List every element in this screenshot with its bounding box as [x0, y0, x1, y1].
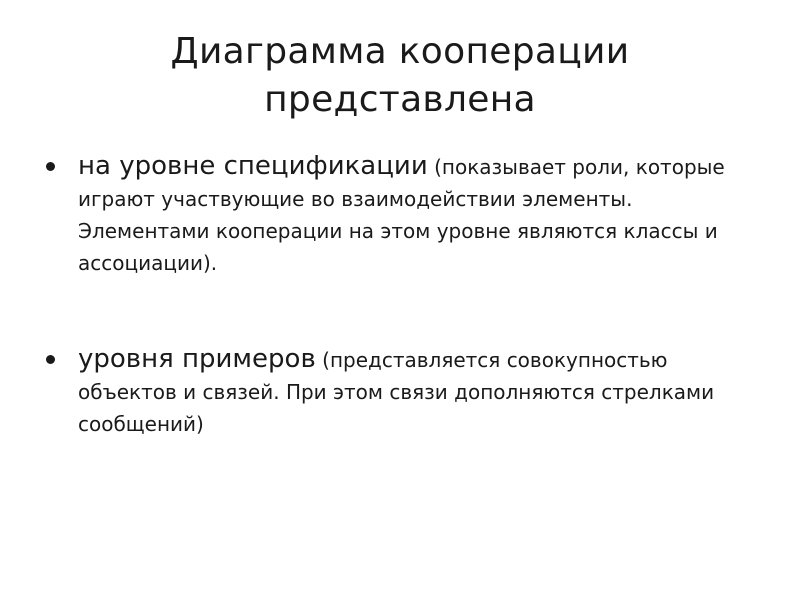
bullet-item-specification: [42, 150, 762, 279]
bullet-list: [42, 150, 762, 440]
slide-title-line-2: представлена: [264, 79, 536, 120]
bullet-item-examples: [42, 343, 762, 440]
bullet-lead-text: на уровне спецификации: [78, 151, 428, 181]
slide-title-line-1: Диаграмма кооперации: [170, 31, 630, 72]
slide-title: [40, 28, 760, 124]
bullet-dot-icon: [46, 162, 55, 171]
bullet-lead-text: уровня примеров: [78, 344, 316, 374]
bullet-body-text: (представляется совокупностью объектов и связей. При этом связи дополняются стрелками сообщений): [78, 348, 715, 436]
bullet-body-text: (показывает роли, которые играют участвующие во взаимодействии элементы. Элементами кооперации на этом уровне являются классы и ассоциации).: [78, 155, 725, 275]
bullet-dot-icon: [46, 355, 55, 364]
